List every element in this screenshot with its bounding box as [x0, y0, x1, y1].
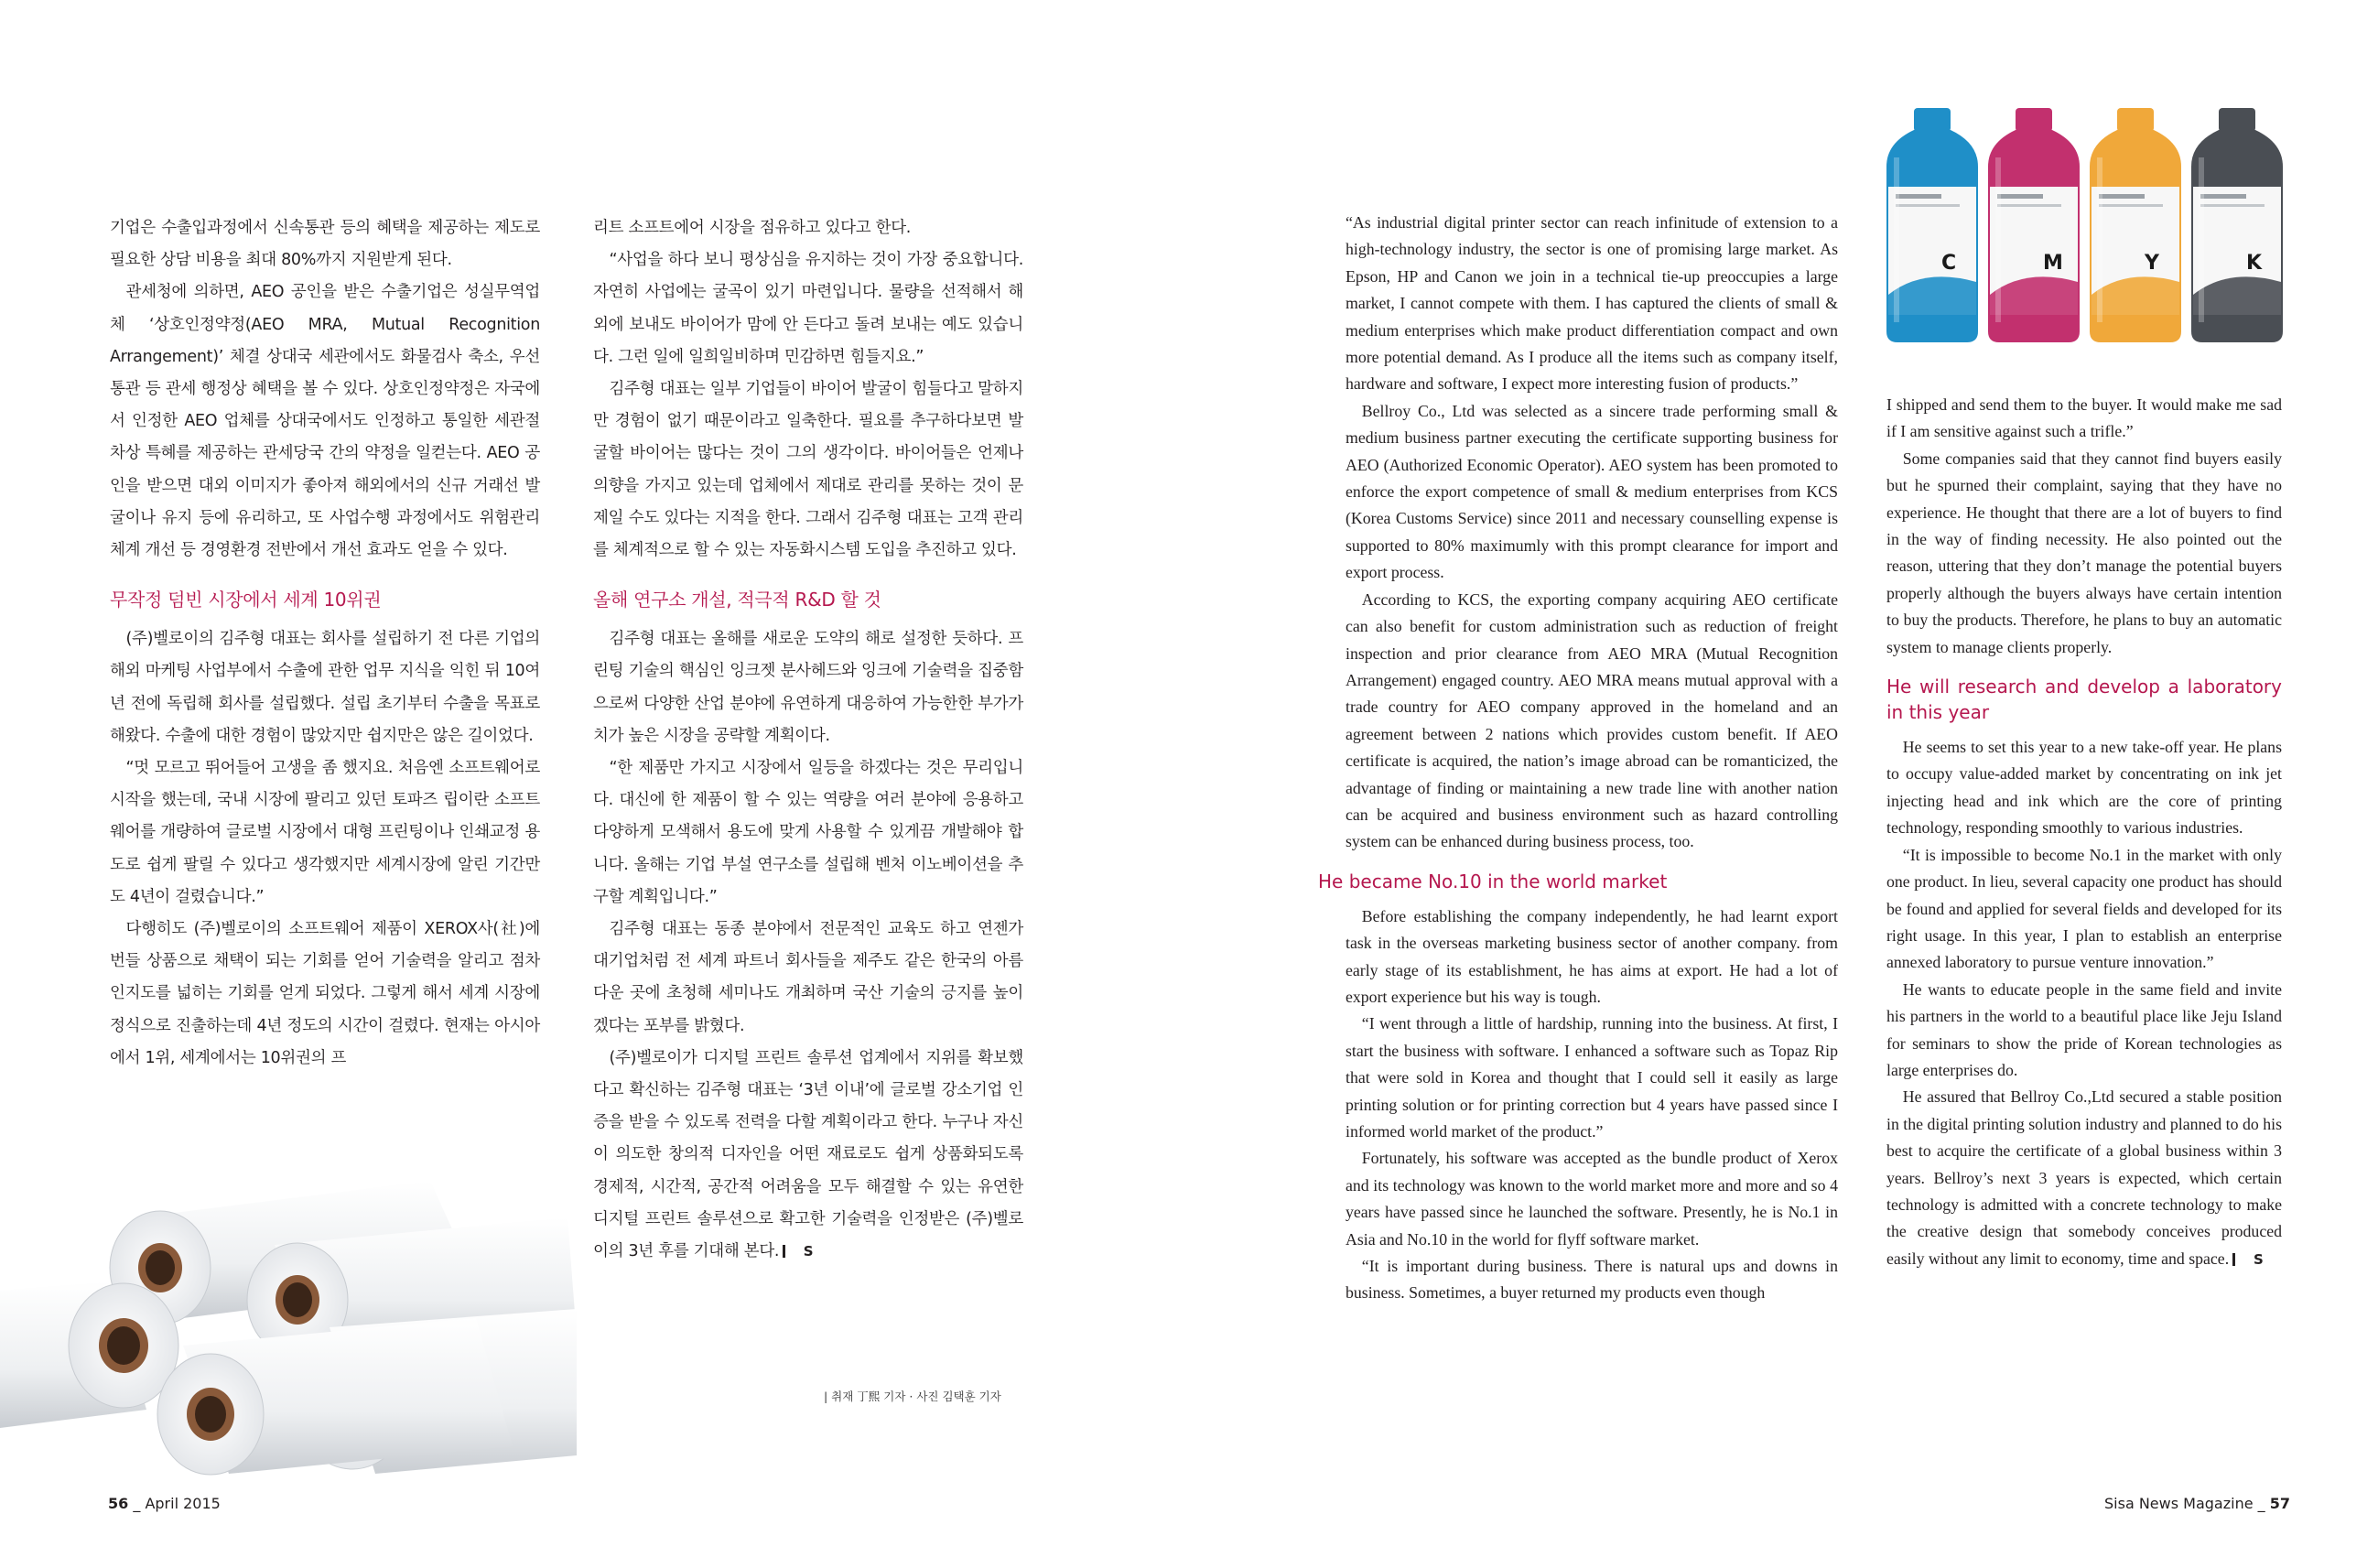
left-folio [108, 1495, 221, 1512]
page-number: 57 [2269, 1495, 2290, 1512]
paragraph: “As industrial digital printer sector can reach infinitude of extension to a high-technology industry, the sector is one of promising large market. As Epson, HP and Canon we join in a technical tie-up preoccupies a large market, I cannot compete with them. I has captured the clients of small & medium enterprises which make product differentiation compact and own more potential demand. As I produce all the items such as company itself, hardware and software, I expect more interesting fusion of products.” [1346, 213, 1838, 394]
folio-text: _ April 2015 [133, 1495, 221, 1512]
ink-bottles-photo [1881, 103, 2287, 348]
paragraph: “It is impossible to become No.1 in the market with only one product. In lieu, several capacity one product has should be found and applied for several fields and developed for its right usage. In this year, I plan to establish an enterprise annexed laboratory to pursue venture innovation.” [1886, 845, 2282, 972]
paragraph [1886, 1084, 2282, 1272]
right-column-1 [1318, 210, 1838, 1307]
right-folio [2104, 1495, 2290, 1512]
left-column-2 [593, 212, 1023, 1268]
paragraph: 김주형 대표는 올해를 새로운 도약의 해로 설정한 듯하다. 프린팅 기술의 핵심인 잉크젯 분사헤드와 잉크에 기술력을 집중함으로써 다양한 산업 분야에 유연하게 대응하여 가능한한 부가가치가 높은 시장을 공략할 계획이다. [593, 630, 1023, 745]
paragraph: 다행히도 (주)벨로이의 소프트웨어 제품이 XEROX사(社)에 번들 상품으로 채택이 되는 기회를 얻어 기술력을 알리고 점차 인지도를 넓히는 기회를 얻게 되었다. 그렇게 해서 세계 시장에 정식으로 진출하는데 4년 정도의 시간이 걸렸다. 현재는 아시아에서 1위, 세계에서는 10위권의 프 [110, 920, 540, 1067]
paragraph: 김주형 대표는 일부 기업들이 바이어 발굴이 힘들다고 말하지만 경험이 없기 때문이라고 일축한다. 필요를 추구하다보면 발굴할 바이어는 많다는 것이 그의 생각이다. 바이어들은 언제나 의향을 가지고 있는데 업체에서 제대로 관리를 못하는 것이 문제일 수도 있다는 지적을 한다. 그래서 김주형 대표는 고객 관리를 체계적으로 할 수 있는 자동화시스템 도입을 추진하고 있다. [593, 380, 1023, 560]
paragraph: Before establishing the company independently, he had learnt export task in the overseas marketing business sector of another company. from early stage of its establishment, he has aims at export. He had a lot of export experience but his way is tough. [1346, 906, 1838, 1006]
paragraph-text: (주)벨로이가 디지털 프린트 솔루션 업계에서 지위를 확보했다고 확신하는 김주형 대표는 ‘3년 이내’에 글로벌 강소기업 인증을 받을 수 있도록 전력을 다할 계획이라고 한다. 누구나 자신이 의도한 창의적 디자인을 어떤 재료로도 쉽게 상품화되도록 경제적, 시간적, 공간적 어려움을 모두 해결할 수 있는 유연한 디지털 프린트 솔루션으로 확고한 기술력을 인정받은 (주)벨로이의 3년 후를 기대해 본다. [593, 1048, 1023, 1261]
paragraph: Some companies said that they cannot find buyers easily but he spurned their complaint, saying that they have no experience. He thought that there are a lot of buyers to find in the way of finding necessity. He also pointed out the reason, uttering that they don’t manage the potential buyers properly although the buyers always have certain intention to buy the products. Therefore, he plans to buy an automatic system to manage clients properly. [1886, 449, 2282, 656]
paper-roll [157, 1318, 513, 1475]
paragraph: I shipped and send them to the buyer. It would make me sad if I am sensitive against such a trifle.” [1886, 395, 2282, 441]
left-column-1 [110, 212, 540, 1075]
photo-credit: | 취재 丁熙 기자 · 사진 김택훈 기자 [824, 1390, 1001, 1403]
section-subhead: He will research and develop a laboratory in this year [1886, 676, 2282, 724]
paragraph: 김주형 대표는 동종 분야에서 전문적인 교육도 하고 연젠가 대기업처럼 전 세계 파트너 회사들을 제주도 같은 한국의 아름다운 곳에 초청해 세미나도 개최하며 국산 기술의 긍지를 높이겠다는 포부를 밝혔다. [593, 920, 1023, 1035]
section-subhead: 무작정 덤빈 시장에서 세계 10위권 [110, 589, 382, 611]
ink-bottle-letter: M [2043, 252, 2063, 275]
paragraph: 기업은 수출입과정에서 신속통관 등의 혜택을 제공하는 제도로 필요한 상담 비용을 최대 80%까지 지원받게 된다. [110, 219, 540, 270]
paper-roll [0, 1281, 178, 1428]
ink-bottle-letter: Y [2145, 252, 2159, 275]
paragraph: “한 제품만 가지고 시장에서 일등을 하겠다는 것은 무리입니다. 대신에 한 제품이 할 수 있는 역량을 여러 분야에 응용하고 다양하게 모색해서 용도에 맞게 사용할 수 있게끔 개발해야 합니다. 올해는 기업 부설 연구소를 설립해 벤처 이노베이션을 추구할 계획입니다.” [593, 759, 1023, 906]
ink-bottle [1886, 108, 1978, 342]
right-column-2 [1886, 392, 2282, 1272]
paragraph: “사업을 하다 보니 평상심을 유지하는 것이 가장 중요합니다. 자연히 사업에는 굴곡이 있기 마련입니다. 물량을 선적해서 해외에 보내도 바이어가 맘에 안 든다고 돌려 보내는 예도 있습니다. 그런 일에 일희일비하며 민감하면 힘들지요.” [593, 251, 1023, 366]
paragraph: “I went through a little of hardship, running into the business. At first, I start the business with software. I enhanced a software such as Topaz Rip that were sold in Korea and thought that I could sell it easily as large printing solution or for printing correction but 4 years have passed since I informed world market of the product.” [1346, 1014, 1838, 1141]
ink-bottle [2191, 108, 2283, 342]
paragraph: (주)벨로이의 김주형 대표는 회사를 설립하기 전 다른 기업의 해외 마케팅 사업부에서 수출에 관한 업무 지식을 익힌 뒤 10여 년 전에 독립해 회사를 설립했다. 설립 초기부터 수출을 목표로 해왔다. 수출에 대한 경험이 많았지만 쉽지만은 않은 길이었다. [110, 630, 540, 745]
paragraph: “It is important during business. There is natural ups and downs in business. Sometimes, a buyer returned my products even though [1346, 1257, 1838, 1303]
page-number: 56 [108, 1495, 129, 1512]
paragraph: According to KCS, the exporting company acquiring AEO certificate can also benefit for custom administration such as reduction of freight inspection and prior clearance from AEO MRA (Mutual Recognition Arrangement) engaged country. AEO MRA means mutual approval with a trade country for AEO company approved in the homeland and an agreement between 2 nations which provides custom benefit. If AEO certificate is acquired, the nation’s image abroad can be romanticized, the advantage of finding or maintaining a new trade line with another nation can be acquired and business environment such as hazard controlling system can be enhanced during business process, too. [1346, 589, 1838, 851]
folio-text: Sisa News Magazine _ [2104, 1495, 2265, 1512]
paragraph-text: He assured that Bellroy Co.,Ltd secured a stable position in the digital printing solution industry and planned to do his best to acquire the certificate of a global business within 3 years. Bellroy’s next 3 years is expected, which certain technology is admitted with a concrete technology to make the creative design that somebody conceives produced easily without any limit to economy, time and space. [1886, 1087, 2282, 1268]
end-mark: S [2232, 1253, 2264, 1266]
ink-bottle-letter: K [2246, 252, 2263, 275]
paragraph: He seems to set this year to a new take-off year. He plans to occupy value-added market by concentrating on ink jet injecting head and ink which are the core of printing technology, responding smoothly to various industries. [1886, 738, 2282, 838]
section-subhead: 올해 연구소 개설, 적극적 R&D 할 것 [593, 589, 881, 611]
paragraph: 관세청에 의하면, AEO 공인을 받은 수출기업은 성실무역업체 ‘상호인정약정(AEO MRA, Mutual Recognition Arrangement)’ 체결 상대국 세관에서도 화물검사 축소, 우선통관 등 관세 행정상 혜택을 볼 수 있다. 상호인정약정은 자국에서 인정한 AEO 업체를 상대국에서도 인정하고 통일한 세관절차상 특혜를 제공하는 관세당국 간의 약정을 일컫는다. AEO 공인을 받으면 대외 이미지가 좋아져 해외에서의 신규 거래선 발굴이나 유지 등에 유리하고, 또 사업수행 과정에서도 위험관리체계 개선 등 경영환경 전반에서 개선 효과도 얻을 수 있다. [110, 283, 540, 560]
paragraph: Fortunately, his software was accepted as the bundle product of Xerox and its technology was known to the world market more and more and so 4 years have passed since he launched the software. Presently, he is No.1 in Asia and No.10 in the world for flyff software market. [1346, 1149, 1838, 1249]
end-mark: S [783, 1245, 813, 1258]
paragraph [593, 1043, 1023, 1268]
paragraph: 리트 소프트에어 시장을 점유하고 있다고 한다. [593, 219, 912, 237]
ink-bottle [2090, 108, 2181, 342]
paragraph: “멋 모르고 뛰어들어 고생을 좀 했지요. 처음엔 소프트웨어로 시작을 했는데, 국내 시장에 팔리고 있던 토파즈 립이란 소프트웨어를 개량하여 글로벌 시장에서 대형 프린팅이나 인쇄교정 용도로 쉽게 팔릴 수 있다고 생각했지만 세계시장에 알린 기간만도 4년이 걸렸습니다.” [110, 759, 540, 906]
ink-bottle [1988, 108, 2080, 342]
ink-bottle-letter: C [1941, 252, 1957, 275]
paragraph: He wants to educate people in the same field and invite his partners in the world to a beautiful place like Jeju Island for seminars to show the pride of Korean technologies as large enterprises do. [1886, 979, 2282, 1079]
paragraph: Bellroy Co., Ltd was selected as a sincere trade performing small & medium business partner executing the certificate supporting business for AEO (Authorized Economic Operator). AEO system has been promoted to enforce the export competence of small & medium enterprises from KCS (Korea Customs Service) since 2011 and necessary counselling expense is supported to 80% maximumly with this prompt clearance for import and export process. [1346, 401, 1838, 582]
right-page [1189, 0, 2378, 1568]
section-subhead: He became No.10 in the world market [1318, 870, 1668, 892]
paper-rolls-photo [0, 1181, 577, 1492]
